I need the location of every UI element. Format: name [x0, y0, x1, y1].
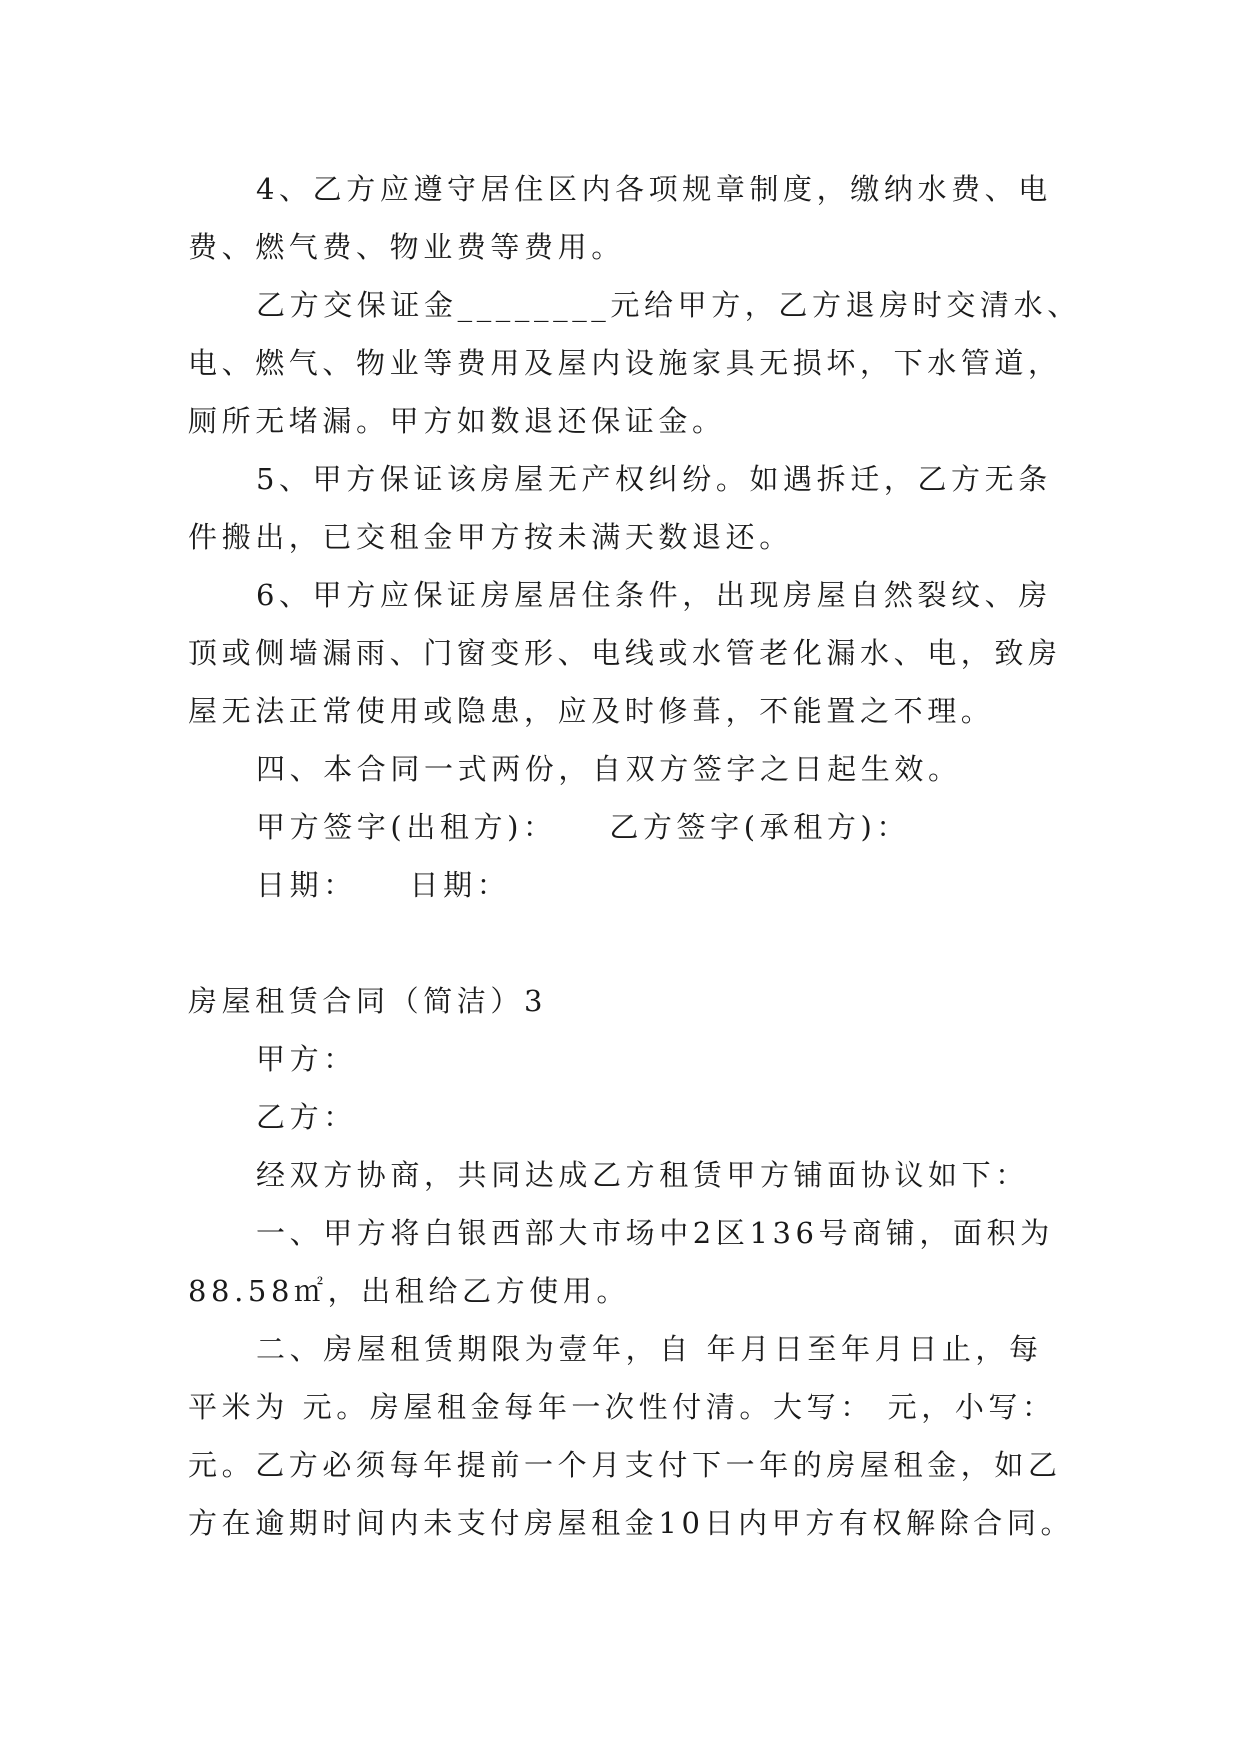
party-b-line: 乙方： — [256, 1100, 357, 1134]
paragraph-line: 平米为 元。房屋租金每年一次性付清。大写： 元，小写： — [188, 1390, 1056, 1424]
paragraph-line: 电、燃气、物业等费用及屋内设施家具无损坏，下水管道， — [188, 346, 1062, 380]
paragraph-line: 88.58㎡，出租给乙方使用。 — [188, 1274, 631, 1308]
paragraph-line: 费、燃气费、物业费等费用。 — [188, 230, 625, 264]
paragraph-line: 一、甲方将白银西部大市场中2区136号商铺，面积为 — [256, 1216, 1054, 1250]
document-page — [188, 160, 1081, 1552]
paragraph-line: 厕所无堵漏。甲方如数退还保证金。 — [188, 404, 726, 438]
paragraph-line: 乙方交保证金________元给甲方，乙方退房时交清水、 — [256, 288, 1081, 322]
section-spacer — [188, 914, 1068, 972]
paragraph-line: 四、本合同一式两份，自双方签字之日起生效。 — [256, 752, 962, 786]
paragraph-line: 屋无法正常使用或隐患，应及时修葺，不能置之不理。 — [188, 694, 995, 728]
paragraph-line: 5、甲方保证该房屋无产权纠纷。如遇拆迁，乙方无条 — [256, 462, 1052, 496]
paragraph-line: 顶或侧墙漏雨、门窗变形、电线或水管老化漏水、电，致房 — [188, 636, 1062, 670]
paragraph-line: 6、甲方应保证房屋居住条件，出现房屋自然裂纹、房 — [256, 578, 1052, 612]
paragraph-line: 4、乙方应遵守居住区内各项规章制度，缴纳水费、电 — [256, 172, 1052, 206]
paragraph-line: 元。乙方必须每年提前一个月支付下一年的房屋租金，如乙 — [188, 1448, 1062, 1482]
paragraph-line: 件搬出，已交租金甲方按未满天数退还。 — [188, 520, 793, 554]
date-line: 日期： 日期： — [256, 868, 511, 902]
paragraph-line: 二、房屋租赁期限为壹年，自 年月日至年月日止，每 — [256, 1332, 1043, 1366]
section-title: 房屋租赁合同（简洁）3 — [188, 984, 548, 1018]
paragraph-line: 方在逾期时间内未支付房屋租金10日内甲方有权解除合同。 — [188, 1506, 1075, 1540]
party-a-line: 甲方： — [256, 1042, 357, 1076]
paragraph-line: 经双方协商，共同达成乙方租赁甲方铺面协议如下： — [256, 1158, 1029, 1192]
signature-line: 甲方签字(出租方)： 乙方签字(承租方)： — [256, 810, 910, 844]
